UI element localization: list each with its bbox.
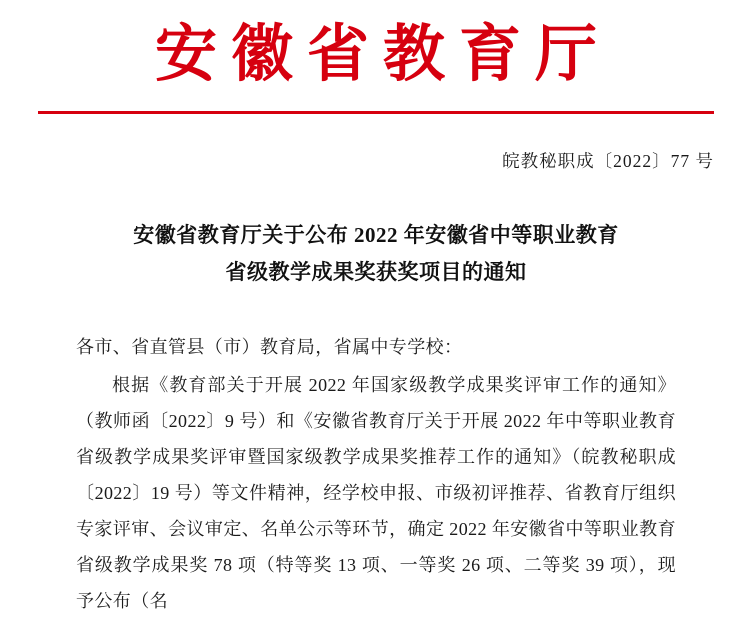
document-number: 皖教秘职成〔2022〕77 号	[502, 151, 714, 172]
page-title-line-1: 安徽省教育厅关于公布 2022 年安徽省中等职业教育	[133, 223, 619, 248]
body-paragraph: 根据《教育部关于开展 2022 年国家级教学成果奖评审工作的通知》（教师函〔2022〕9 号）和《安徽省教育厅关于开展 2022 年中等职业教育省级教学成果奖评审暨国家级教学成果奖推荐工作的通知》（皖教秘职成〔2022〕19 号）等文件精神，经学校申报、市级初评推荐、省教育厅组织专家评审、会议审定、名单公示等环节，确定 2022 年安徽省中等职业教育省级教学成果奖 78 项（特等奖 13 项、一等奖 26 项、二等奖 39 项），现予公布（名	[76, 374, 676, 611]
masthead	[0, 0, 752, 89]
red-horizontal-rule	[38, 111, 714, 114]
salutation: 各市、省直管县（市）教育局，省属中专学校：	[76, 336, 463, 357]
page-title	[76, 217, 676, 291]
page-title-line-2: 省级教学成果奖获奖项目的通知	[225, 260, 527, 285]
issuing-authority-title: 安徽省教育厅	[154, 17, 611, 90]
document-body	[76, 329, 676, 619]
